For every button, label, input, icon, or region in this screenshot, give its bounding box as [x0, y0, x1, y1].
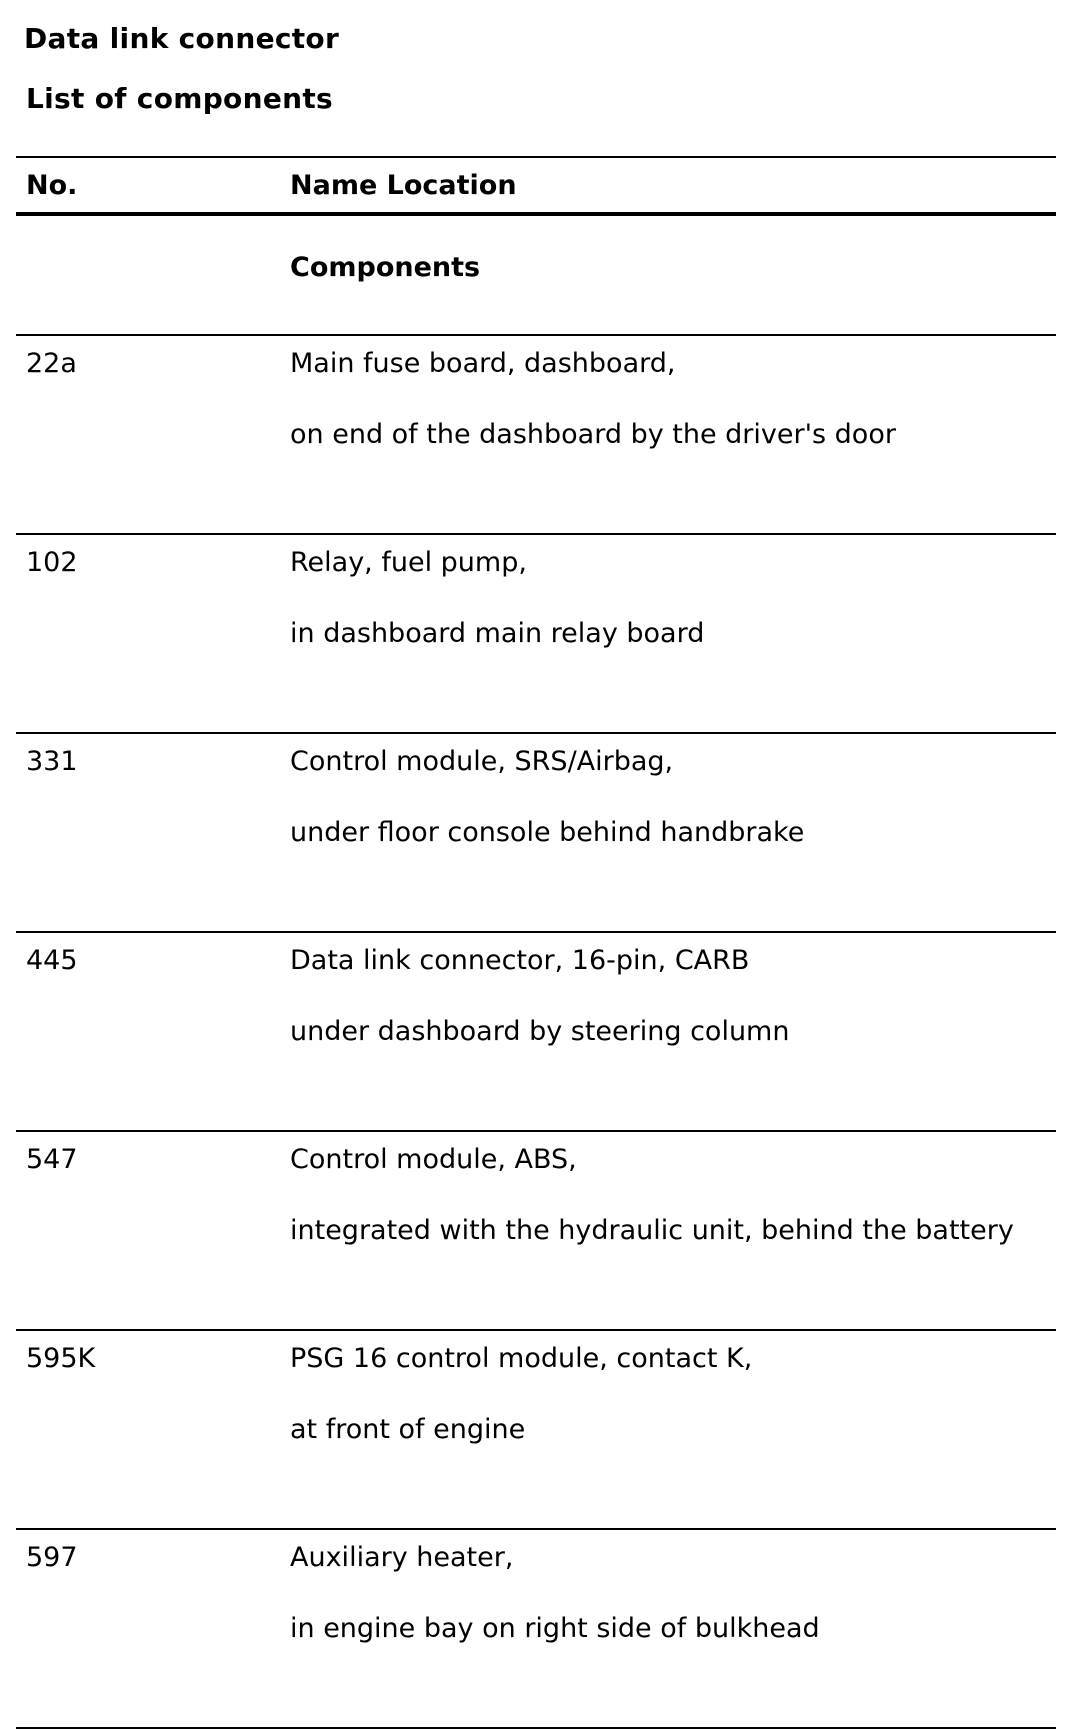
row-location: under floor console behind handbrake	[290, 817, 805, 848]
row-number: 597	[26, 1542, 78, 1573]
components-table	[16, 156, 1056, 1729]
row-name: PSG 16 control module, contact K,	[290, 1343, 753, 1374]
row-name: Control module, SRS/Airbag,	[290, 746, 674, 777]
row-number: 331	[26, 746, 78, 777]
document-title: Data link connector	[24, 22, 340, 55]
row-name: Data link connector, 16-pin, CARB	[290, 945, 750, 976]
row-number: 445	[26, 945, 78, 976]
row-number: 22a	[26, 348, 77, 379]
row-location: in dashboard main relay board	[290, 618, 705, 649]
header-no: No.	[26, 170, 78, 201]
row-location: under dashboard by steering column	[290, 1016, 790, 1047]
section-row-components	[16, 216, 1056, 334]
table-row	[16, 734, 1056, 931]
row-name: Relay, fuel pump,	[290, 547, 527, 578]
row-location: at front of engine	[290, 1414, 526, 1445]
row-number: 102	[26, 547, 78, 578]
row-location: integrated with the hydraulic unit, behind the battery	[290, 1215, 1014, 1246]
table-row	[16, 1132, 1056, 1329]
table-row	[16, 336, 1056, 533]
section-label: Components	[290, 252, 481, 283]
row-location: in engine bay on right side of bulkhead	[290, 1613, 820, 1644]
header-name-location: Name Location	[290, 170, 517, 201]
table-row	[16, 933, 1056, 1130]
row-location: on end of the dashboard by the driver's door	[290, 419, 896, 450]
row-number: 595K	[26, 1343, 96, 1374]
row-name: Control module, ABS,	[290, 1144, 577, 1175]
row-name: Auxiliary heater,	[290, 1542, 514, 1573]
document-subtitle: List of components	[26, 82, 334, 115]
row-name: Main fuse board, dashboard,	[290, 348, 676, 379]
row-number: 547	[26, 1144, 78, 1175]
table-row	[16, 1530, 1056, 1727]
table-row	[16, 1331, 1056, 1528]
table-row	[16, 535, 1056, 732]
table-header-row	[16, 158, 1056, 212]
